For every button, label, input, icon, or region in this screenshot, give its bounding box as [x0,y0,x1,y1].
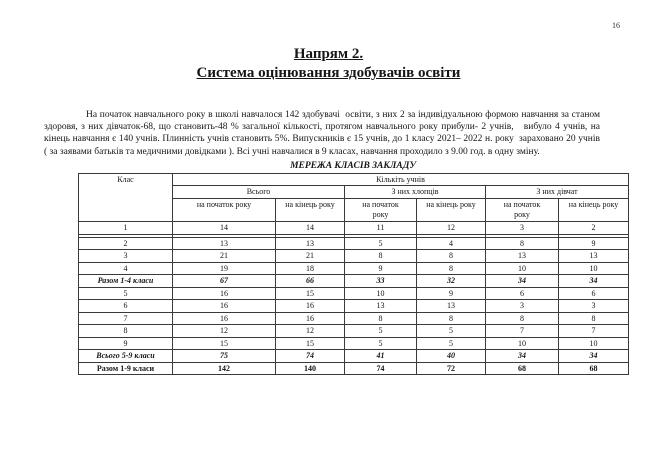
row-label-cell: 7 [79,312,173,325]
table-row [79,337,629,350]
value-cell: 5 [345,325,417,338]
value-cell: 8 [417,312,486,325]
value-cell: 4 [417,237,486,250]
row-label-cell: 4 [79,262,173,275]
col-header-boys: З них хлопців [345,186,486,199]
value-cell: 16 [173,312,276,325]
table-row [79,287,629,300]
value-cell: 13 [417,300,486,313]
value-cell: 21 [173,250,276,263]
value-cell: 16 [173,300,276,313]
value-cell: 10 [559,262,629,275]
value-cell: 140 [276,362,345,375]
value-cell: 12 [173,325,276,338]
col-header-girls-end: на кінець року [559,199,629,222]
table-row [79,275,629,288]
col-header-students-count: Кількіть учнів [173,173,629,186]
value-cell: 2 [559,222,629,235]
col-header-girls-start: на початок року [486,199,559,222]
value-cell: 15 [173,337,276,350]
value-cell: 10 [345,287,417,300]
value-cell: 19 [173,262,276,275]
table-row [79,300,629,313]
value-cell: 12 [276,325,345,338]
value-cell: 68 [486,362,559,375]
col-header-total-end: на кінець року [276,199,345,222]
row-label-cell: 9 [79,337,173,350]
value-cell: 13 [486,250,559,263]
value-cell: 8 [486,312,559,325]
value-cell: 9 [559,237,629,250]
value-cell: 8 [559,312,629,325]
table-row [79,350,629,363]
value-cell: 34 [559,275,629,288]
value-cell: 13 [173,237,276,250]
value-cell: 15 [276,287,345,300]
value-cell: 75 [173,350,276,363]
col-header-boys-start: на початок року [345,199,417,222]
table-row [79,222,629,235]
value-cell: 5 [345,337,417,350]
page-number: 16 [612,21,620,30]
value-cell: 7 [559,325,629,338]
class-network-table [78,173,629,376]
value-cell: 142 [173,362,276,375]
value-cell: 8 [345,312,417,325]
value-cell: 5 [345,237,417,250]
value-cell: 66 [276,275,345,288]
value-cell: 13 [559,250,629,263]
value-cell: 9 [417,287,486,300]
value-cell: 6 [559,287,629,300]
value-cell: 7 [486,325,559,338]
value-cell: 5 [417,337,486,350]
intro-paragraph: На початок навчального року в школі навчалося 142 здобувачі освіти, з них 2 за індивідуальною формою навчання за станом здоровя, з них дівчаток-68, що становить-48 % загальної кількості, протягом навчального року прибули- 2 учнів, вибуло 4 учнів, на кінець навчання є 140 учнів. Плинність учнів становить 5%. Випускників є 15 учнів, до 1 класу 2021– 2022 н. року зараховано 20 учнів ( за заявами батьків та медичними довідками ). Всі учні навчалися в 9 класах, навчання проходило з 9.00 год. в одну зміну. [44,110,603,157]
table-caption: МЕРЕЖА КЛАСІВ ЗАКЛАДУ [290,160,416,171]
row-label-cell: Всього 5-9 класи [79,350,173,363]
value-cell: 8 [417,250,486,263]
value-cell: 3 [486,300,559,313]
table-row [79,312,629,325]
value-cell: 32 [417,275,486,288]
value-cell: 11 [345,222,417,235]
value-cell: 72 [417,362,486,375]
value-cell: 33 [345,275,417,288]
value-cell: 6 [486,287,559,300]
value-cell: 8 [345,250,417,263]
row-label-cell: 3 [79,250,173,263]
row-label-cell: 2 [79,237,173,250]
value-cell: 67 [173,275,276,288]
value-cell: 10 [559,337,629,350]
value-cell: 16 [276,300,345,313]
row-label-cell: Разом 1-4 класи [79,275,173,288]
value-cell: 34 [559,350,629,363]
row-label-cell: 5 [79,287,173,300]
value-cell: 41 [345,350,417,363]
value-cell: 10 [486,337,559,350]
document-title-line1: Напрям 2. [293,46,364,62]
value-cell: 74 [276,350,345,363]
value-cell: 15 [276,337,345,350]
value-cell: 21 [276,250,345,263]
value-cell: 16 [276,312,345,325]
value-cell: 9 [345,262,417,275]
col-header-class: Клас [79,173,173,222]
value-cell: 14 [173,222,276,235]
value-cell: 3 [559,300,629,313]
value-cell: 34 [486,350,559,363]
table-row [79,250,629,263]
table-row [79,262,629,275]
value-cell: 8 [417,262,486,275]
value-cell: 13 [276,237,345,250]
col-header-total: Всього [173,186,345,199]
row-label-cell: 8 [79,325,173,338]
value-cell: 13 [345,300,417,313]
document-title-line2: Система оцінювання здобувачів освіти [196,65,461,81]
value-cell: 14 [276,222,345,235]
row-label-cell: 1 [79,222,173,235]
value-cell: 68 [559,362,629,375]
header-row-1 [79,173,629,186]
table-body [79,222,629,375]
table-row [79,362,629,375]
col-header-total-start: на початок року [173,199,276,222]
value-cell: 18 [276,262,345,275]
value-cell: 12 [417,222,486,235]
document-title [0,0,657,83]
col-header-boys-end: на кінець року [417,199,486,222]
table-row [79,325,629,338]
table-row [79,237,629,250]
value-cell: 74 [345,362,417,375]
value-cell: 10 [486,262,559,275]
value-cell: 3 [486,222,559,235]
value-cell: 8 [486,237,559,250]
row-label-cell: 6 [79,300,173,313]
value-cell: 16 [173,287,276,300]
col-header-girls: З них дівчат [486,186,629,199]
row-label-cell: Разом 1-9 класи [79,362,173,375]
value-cell: 5 [417,325,486,338]
value-cell: 34 [486,275,559,288]
value-cell: 40 [417,350,486,363]
